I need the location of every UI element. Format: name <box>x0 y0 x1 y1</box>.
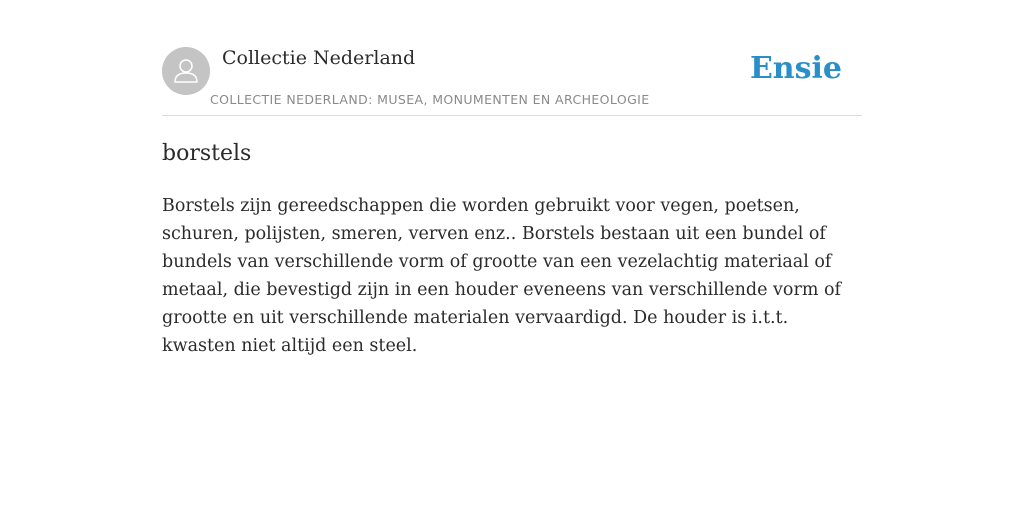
entry-title: borstels <box>162 141 252 166</box>
user-placeholder-icon <box>162 47 210 95</box>
entry-definition: Borstels zijn gereedschappen die worden gebruikt voor vegen, poetsen, schuren, polijsten, smeren, verven enz.. Borstels bestaan uit een bundel of bundels van verschillende vorm of grootte van een vezelachtig materiaal of metaal, die bevestigd zijn in een houder eveneens van verschillende vorm of grootte en uit verschillende materialen vervaardigd. De houder is i.t.t. kwasten niet altijd een steel. <box>162 196 841 356</box>
ensie-logo[interactable]: Ensie <box>749 51 842 86</box>
author-subtitle: COLLECTIE NEDERLAND: MUSEA, MONUMENTEN EN ARCHEOLOGIE <box>210 92 650 107</box>
author-header <box>162 0 862 116</box>
author-avatar[interactable] <box>162 47 210 95</box>
page-container <box>162 0 862 512</box>
author-name[interactable]: Collectie Nederland <box>222 47 416 69</box>
